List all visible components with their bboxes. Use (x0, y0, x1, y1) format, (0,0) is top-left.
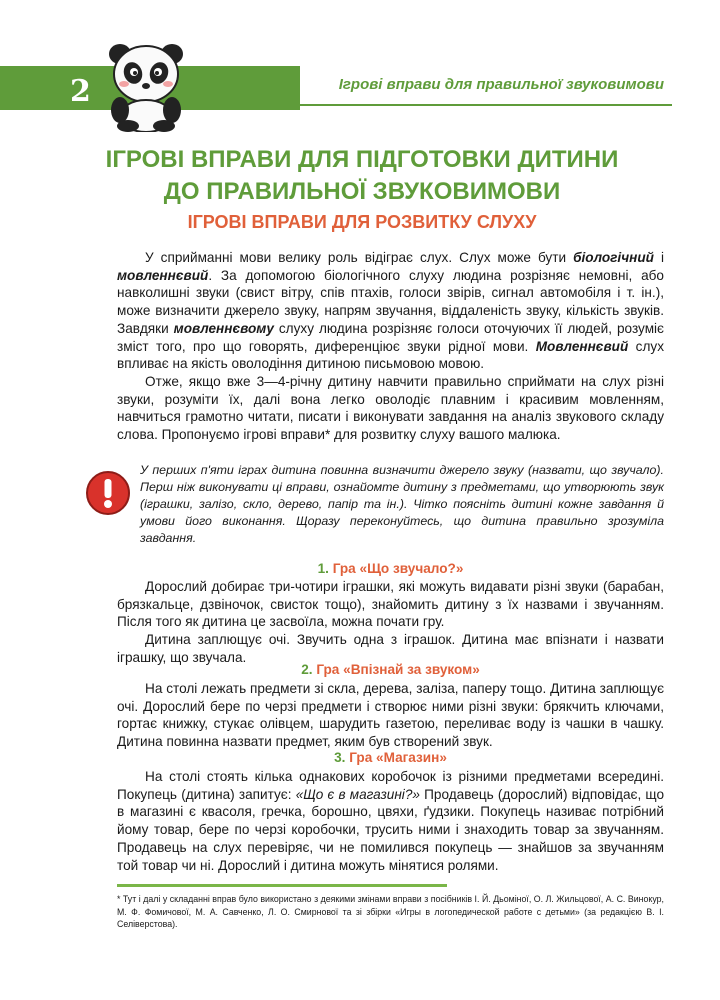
text-run: слух впливає на якість оволодіння дитиною письмовою мовою. (117, 338, 664, 372)
text-run: і (653, 250, 665, 265)
game-3-paragraph-1 (117, 768, 664, 874)
game-1-paragraph-1: Дорослий добирає три-чотири іграшки, які можуть видавати різні звуки (барабан, брязкальце, дзвіночок, свисток тощо), знайомить дитину з їх назвами і звучанням. Після того як дитина це засвоїла, можна почати гру. (117, 579, 664, 630)
game-2-paragraph-1: На столі лежать предмети зі скла, дерева, заліза, паперу тощо. Дитина заплющує очі. Дорослий бере по черзі предмети і створює ними різні звуки: брякчить ключами, гортає книжку, стукає олівцем, шарудить газетою, переливає воду із чашки в чашку. Дитина повинна назвати предмет, яким був створений звук. (117, 681, 664, 750)
game-3-number: 3. (334, 750, 346, 765)
running-title: Ігрові вправи для правильної звуковимови (338, 76, 664, 93)
game-1-paragraph-2: Дитина заплющує очі. Звучить одна з іграшок. Дитина має впізнати і назвати іграшку, що звучала. (117, 632, 664, 665)
page-number: 2 (70, 74, 91, 109)
section-title: ІГРОВІ ВПРАВИ ДЛЯ РОЗВИТКУ СЛУХУ (187, 212, 537, 232)
header-rule (300, 104, 672, 106)
game-3-name: Гра «Магазин» (349, 750, 447, 765)
intro-paragraph-2: Отже, якщо вже 3—4-річну дитину навчити правильно сприймати на слух різні звуки, розуміти їх, далі вона легко оволодіє плавним і красивим мовленням, навчиться грамотно читати, писати і виконувати завдання на аналіз звукового складу слова. Пропонуємо ігрові вправи* для розвитку слуху вашого малюка. (117, 373, 664, 443)
term-speech: мовленнєвий (117, 267, 209, 283)
title-line-2: ДО ПРАВИЛЬНОЇ ЗВУКОВИМОВИ (163, 178, 561, 205)
text-run: слуху людина розрізняє голоси оточуючих її людей, розуміє зміст того, про що говорять, диференціює звуки рідної мови. (117, 320, 664, 354)
game-1-number: 1. (317, 561, 329, 576)
game-2-name: Гра «Впізнай за звуком» (316, 662, 480, 677)
footnote-divider (117, 884, 447, 887)
title-line-1: ІГРОВІ ВПРАВИ ДЛЯ ПІДГОТОВКИ ДИТИНИ (105, 146, 619, 173)
game-2-text (117, 680, 664, 751)
game-3-title (117, 750, 664, 765)
panda-icon (106, 40, 186, 132)
text-run: Продавець (дорослий) відповідає, що в магазині є квасоля, гречка, борошно, цвяхи, ґудзики. Покупець називає потрібний йому товар, бере по черзі коробочки, трусить ними і знаходить товар за звучанням. Продавець на слух перевіряє, чи не помилився покупець — знайшов за звучанням той товар чи ні. Дорослий і дитина можуть мінятися ролями. (117, 786, 665, 873)
text-run: . За допомогою біологічного слуху людина розрізняє немовні, або навколишні звуки (свист вітру, спів птахів, голоси звірів, сигнал автомобіля і т. ін.), може визначити джерело звуку, напрям звучання, віддаленість звуку, кількість звуків. Завдяки (117, 267, 664, 336)
term-speech: Мовленнєвий (535, 338, 629, 354)
game-1-name: Гра «Що звучало?» (332, 561, 464, 576)
game-3-text (117, 768, 664, 874)
game-1-text (117, 578, 664, 667)
instruction-note: У перших п'яти іграх дитина повинна визначити джерело звуку (назвати, що звучало). Перш ніж виконувати ці вправи, ознайомте дитину з предметами, що утворюють звук (іграшки, залізо, скло, дерево, папір та ін.). Чітко поясніть дитині кожне завдання й умови його виконання. Щоразу переконуйтесь, що дитина правильно зрозуміла завдання. (140, 463, 664, 545)
buyer-question: «Що є в магазині?» (295, 786, 420, 802)
text-run: На столі стоять кілька однакових коробочок із різними предметами всередині. Покупець (дитина) запитує: (117, 769, 664, 802)
term-biological: біологічний (573, 250, 654, 265)
intro-text (117, 249, 664, 444)
page-title (60, 144, 664, 208)
game-2-number: 2. (301, 662, 313, 677)
exclamation-icon (85, 470, 131, 516)
game-2-title (117, 662, 664, 677)
footnote: * Тут і далі у складанні вправ було використано з деякими змінами вправи з посібників І. Й. Дьоміної, О. Л. Жильцової, А. С. Винокур, М. Ф. Фомичової, М. А. Савченко, Л. О. Смирнової та зі збірки «Игры в логопедической работе с детьми» (за редакцією В. І. Селіверстова). (117, 894, 664, 929)
term-speech: мовленнєвому (173, 320, 274, 336)
game-1-title (117, 561, 664, 576)
text-run: У сприйманні мови велику роль відіграє слух. Слух може бути (145, 250, 574, 265)
intro-paragraph-1 (117, 249, 664, 373)
